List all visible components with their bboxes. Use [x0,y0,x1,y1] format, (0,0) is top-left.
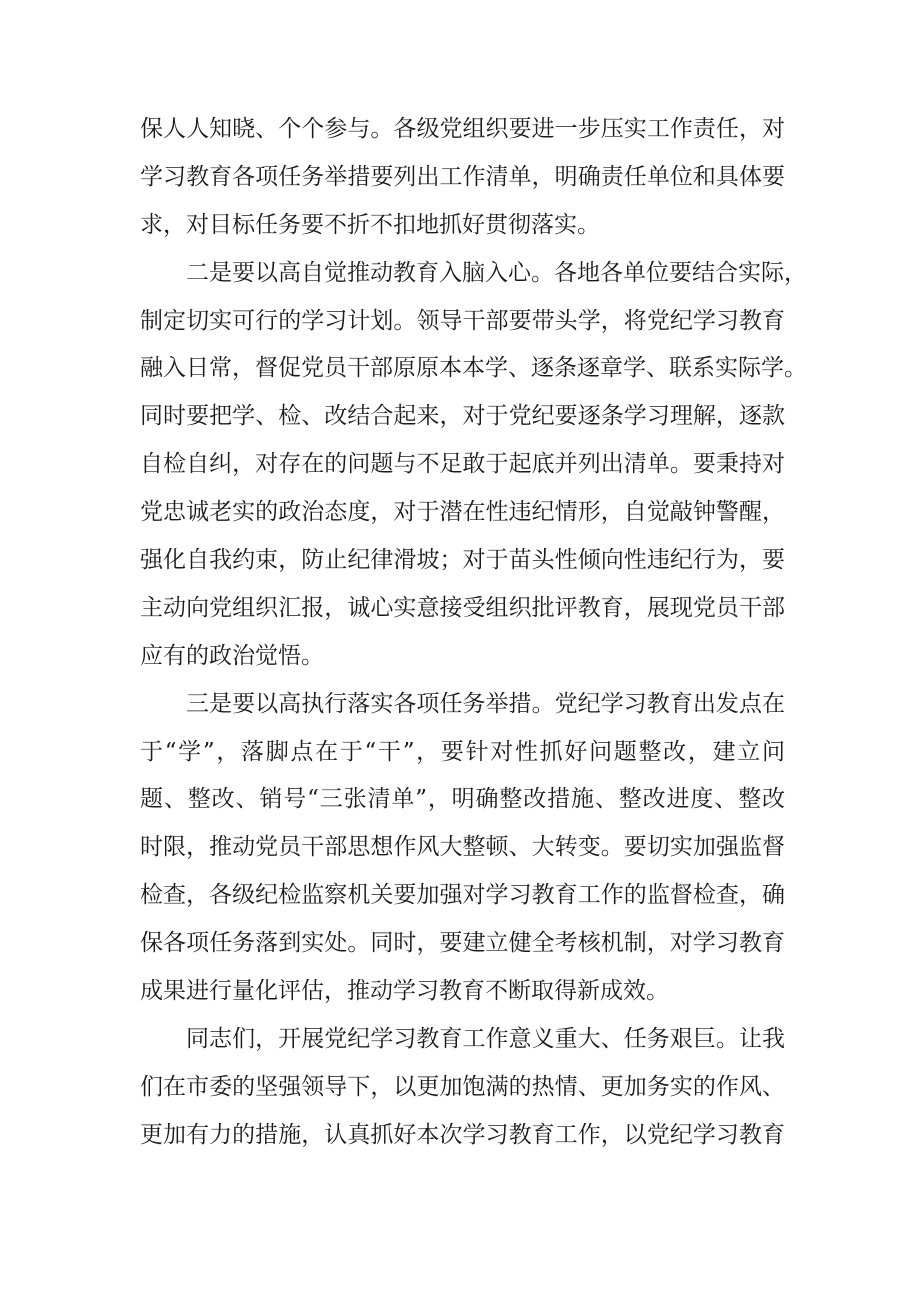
text-line: 主动向党组织汇报，诚心实意接受组织批评教育，展现党员干部 [140,594,785,621]
document-body [140,106,807,1160]
text-line: 同志们，开展党纪学习教育工作意义重大、任务艰巨。让我 [186,1025,785,1052]
text-line: 成果进行量化评估，推动学习教育不断取得新成效。 [140,978,669,1005]
text-line: 们在市委的坚强领导下，以更加饱满的热情、更加务实的作风、 [140,1073,785,1100]
text-line: 保人人知晓、个个参与。各级党组织要进一步压实工作责任，对 [140,116,785,142]
text-line: 党忠诚老实的政治态度，对于潜在性违纪情形，自觉敲钟警醒， [140,499,785,526]
text-line: 三是要以高执行落实各项任务举措。党纪学习教育出发点在 [186,690,785,717]
text-line: 自检自纠，对存在的问题与不足敢于起底并列出清单。要秉持对 [140,451,785,478]
text-line: 同时要把学、检、改结合起来，对于党纪要逐条学习理解，逐款 [140,403,785,430]
text-line: 强化自我约束，防止纪律滑坡；对于苗头性倾向性违纪行为，要 [140,547,785,574]
text-line: 应有的政治觉悟。 [140,642,324,669]
text-line: 时限，推动党员干部思想作风大整顿、大转变。要切实加强监督 [140,834,785,861]
text-line: 学习教育各项任务举措要列出工作清单，明确责任单位和具体要 [140,163,785,190]
text-line: 求，对目标任务要不折不扣地抓好贯彻落实。 [140,211,600,238]
text-line: 融入日常，督促党员干部原原本本学、逐条逐章学、联系实际学。 [140,355,807,382]
text-line: 保各项任务落到实处。同时，要建立健全考核机制，对学习教育 [140,930,785,957]
text-line: 于“学”，落脚点在于“干”，要针对性抓好问题整改，建立问 [140,738,785,765]
text-line: 题、整改、销号“三张清单”，明确整改措施、整改进度、整改 [140,786,785,813]
text-line: 检查，各级纪检监察机关要加强对学习教育工作的监督检查，确 [140,882,785,909]
text-line: 二是要以高自觉推动教育入脑入心。各地各单位要结合实际， [186,259,807,286]
text-line: 更加有力的措施，认真抓好本次学习教育工作，以党纪学习教育 [140,1121,785,1148]
text-line: 制定切实可行的学习计划。领导干部要带头学，将党纪学习教育 [140,307,785,334]
